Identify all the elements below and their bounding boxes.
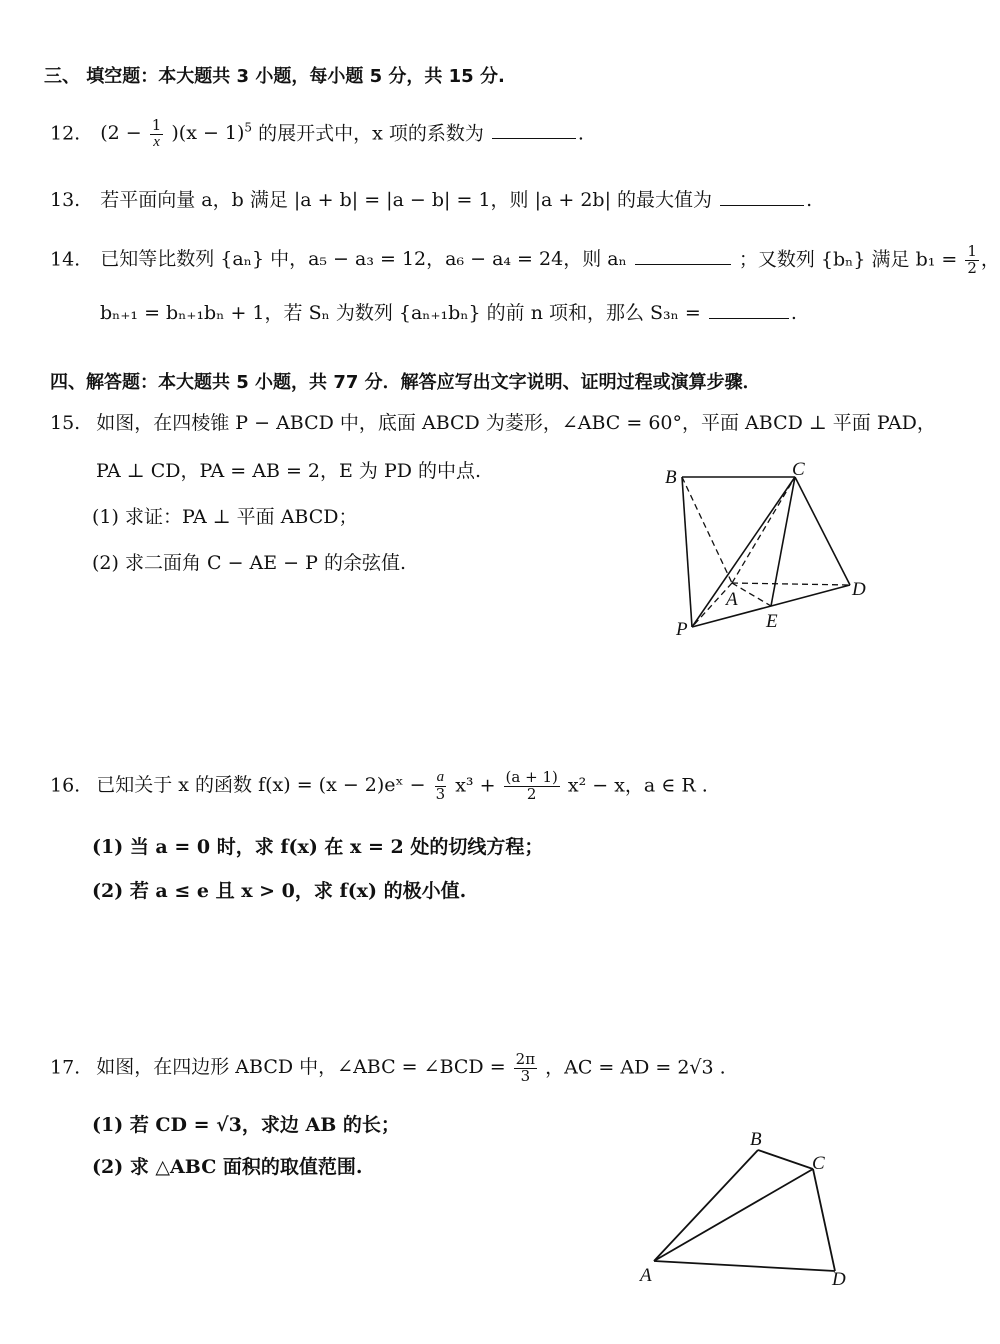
- question-17-part1: (1) 若 CD = √3，求边 AB 的长；: [92, 1114, 400, 1136]
- question-text: 若平面向量 a，b 满足 |a + b| = |a − b| = 1，则 |a + 2b| 的最大值为: [100, 189, 713, 211]
- line1b: x³ +: [455, 774, 496, 797]
- diagonal-AC: [654, 1169, 813, 1261]
- question-15-part2: (2) 求二面角 C − AE − P 的余弦值.: [92, 552, 406, 574]
- answer-blank-an[interactable]: [635, 263, 731, 265]
- question-number: 15.: [50, 412, 81, 434]
- edge-AE: [732, 583, 771, 606]
- label-D: D: [832, 1269, 846, 1290]
- fraction-2pi-3: [514, 1052, 537, 1085]
- question-line1: 已知等比数列 {aₙ} 中，a₅ − a₃ = 12，a₆ − a₄ = 24，则 aₙ: [100, 248, 627, 271]
- line1c: x² − x，a ∈ R .: [567, 774, 708, 797]
- section-4-title: 四、解答题：本大题共 5 小题，共 77 分．解答应写出文字说明、证明过程或演算步骤．: [50, 372, 761, 393]
- edge-AB: [654, 1150, 758, 1261]
- period: .: [790, 302, 797, 324]
- question-16: [50, 770, 708, 803]
- expr-part1: (2 −: [100, 122, 142, 145]
- period: .: [577, 122, 584, 145]
- answer-blank[interactable]: [492, 137, 576, 139]
- label-E: E: [766, 611, 778, 632]
- frac-num: 1: [967, 242, 977, 260]
- exponent: 5: [244, 120, 253, 135]
- edge-BA: [682, 477, 732, 583]
- edge-BP: [682, 477, 692, 627]
- question-number: 16.: [50, 774, 81, 797]
- edge-CD: [813, 1169, 835, 1271]
- section-3-title: 三、 填空题：本大题共 3 小题，每小题 5 分，共 15 分.: [44, 66, 505, 87]
- line1b: ，AC = AD = 2√3 .: [545, 1056, 726, 1079]
- quadrilateral-figure: [630, 1125, 870, 1290]
- fraction: [150, 118, 164, 151]
- label-C: C: [812, 1153, 825, 1174]
- frac-den: 3: [435, 784, 446, 803]
- question-16-part1: (1) 当 a = 0 时，求 f(x) 在 x = 2 处的切线方程；: [92, 836, 544, 858]
- expression: [100, 116, 258, 150]
- question-13: [50, 185, 812, 212]
- question-17-part2: (2) 求 △ABC 面积的取值范围.: [92, 1156, 363, 1178]
- frac-den: 2: [526, 784, 537, 803]
- comma: ，: [980, 248, 1000, 271]
- question-15-line2: PA ⊥ CD，PA = AB = 2，E 为 PD 的中点.: [96, 460, 482, 482]
- edge-CD: [795, 477, 850, 585]
- answer-blank-s3n[interactable]: [709, 317, 789, 319]
- label-D: D: [852, 579, 866, 600]
- question-14-line2: [100, 298, 797, 325]
- label-C: C: [792, 459, 805, 480]
- answer-blank[interactable]: [720, 204, 804, 206]
- line1a: 如图，在四边形 ABCD 中，∠ABC = ∠BCD =: [96, 1056, 506, 1079]
- question-15: [50, 408, 936, 435]
- frac-den: 2: [967, 258, 977, 277]
- question-number: 14.: [50, 248, 81, 271]
- frac-num: a: [436, 769, 445, 785]
- label-P: P: [676, 619, 688, 640]
- question-line1b: ；又数列 {bₙ} 满足 b₁ =: [738, 248, 958, 271]
- edge-BC: [758, 1150, 813, 1169]
- frac-num: 2π: [515, 1050, 536, 1068]
- label-A: A: [726, 589, 738, 610]
- line1a: 已知关于 x 的函数 f(x) = (x − 2)eˣ −: [96, 774, 426, 797]
- pyramid-figure: [660, 455, 880, 645]
- frac-den: x: [153, 133, 160, 150]
- edge-AD: [732, 583, 850, 585]
- question-15-part1: (1) 求证：PA ⊥ 平面 ABCD；: [92, 506, 358, 528]
- fraction-a-3: [434, 770, 448, 803]
- label-B: B: [665, 467, 677, 488]
- question-14: [50, 244, 1000, 277]
- fraction: [965, 244, 979, 277]
- question-number: 12.: [50, 122, 81, 145]
- question-line2: bₙ₊₁ = bₙ₊₁bₙ + 1，若 Sₙ 为数列 {aₙ₊₁bₙ} 的前 n 项和，那么 S₃ₙ =: [100, 302, 701, 324]
- question-17: [50, 1052, 726, 1085]
- edge-AD: [654, 1261, 835, 1271]
- frac-den: 3: [520, 1066, 531, 1085]
- question-line1: 如图，在四棱锥 P − ABCD 中，底面 ABCD 为菱形，∠ABC = 60°，平面 ABCD ⊥ 平面 PAD，: [96, 412, 936, 434]
- question-number: 13.: [50, 189, 81, 211]
- expr-part2: )(x − 1): [171, 122, 245, 145]
- question-12: [50, 118, 584, 151]
- label-A: A: [640, 1265, 652, 1286]
- fraction-a1-2: [504, 770, 560, 803]
- question-text: 的展开式中，x 项的系数为: [258, 122, 484, 145]
- question-16-part2: (2) 若 a ≤ e 且 x > 0，求 f(x) 的极小值.: [92, 880, 467, 902]
- question-number: 17.: [50, 1056, 81, 1079]
- frac-num: (a + 1): [505, 768, 558, 786]
- period: .: [806, 189, 813, 211]
- frac-num: 1: [151, 116, 162, 134]
- label-B: B: [750, 1129, 762, 1150]
